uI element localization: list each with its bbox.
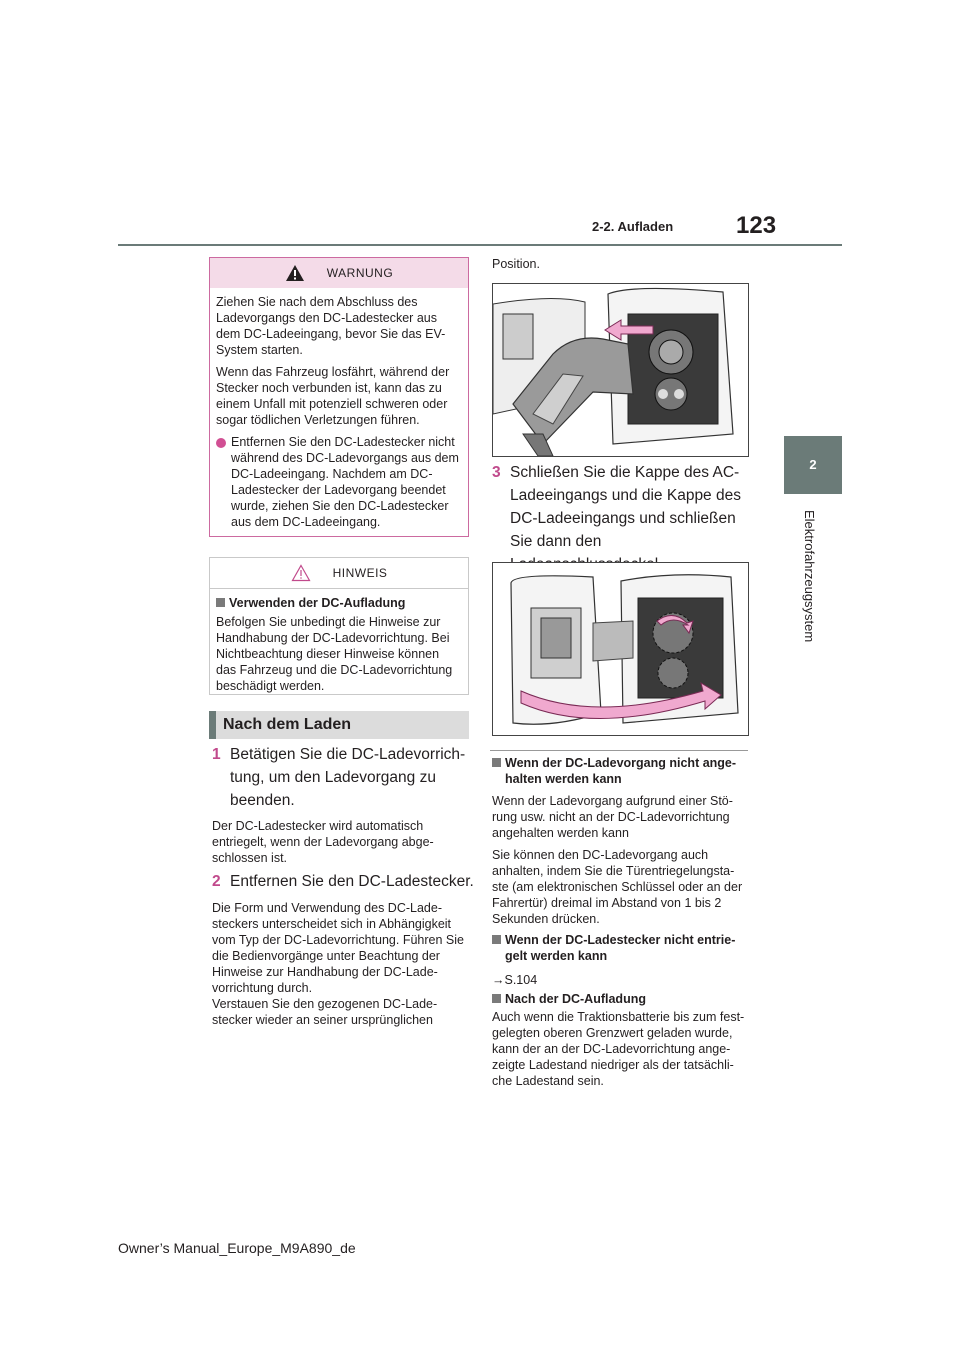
info-section-1 [492, 755, 750, 927]
note-text: Befolgen Sie unbedingt die Hinweise zur Handhabung der DC-Ladevorrichtung. Bei Nichtbeachtung dieser Hinweise können das Fahrzeug und die DC-Ladevorrichtung beschädigt werden. [216, 615, 453, 693]
page-number: 123 [736, 212, 777, 239]
info-2-page-reference[interactable]: →S.104 [492, 973, 538, 987]
close-caps-illustration [493, 563, 748, 735]
warning-bullet [216, 434, 462, 530]
info-1-title-row [492, 755, 750, 787]
remove-plug-illustration [493, 284, 748, 456]
step-1 [212, 743, 472, 812]
chapter-tab[interactable]: 2 [784, 436, 842, 494]
note-box [209, 557, 469, 695]
step-2-text: Entfernen Sie den DC-Ladestecker. [230, 873, 474, 890]
warning-header [210, 258, 468, 288]
warning-box [209, 257, 469, 537]
info-3-paragraph: Auch wenn die Traktionsbatterie bis zum fest-gelegten oberen Grenzwert geladen wurde, kann der an der DC-Ladevorrichtung ange-zeigte Ladestand niedriger als der tatsächli-che Ladestand sein. [492, 1010, 745, 1088]
info-2-title: Wenn der DC-Ladestecker nicht entrie-gelt werden kann [505, 933, 736, 963]
warning-paragraph-2: Wenn das Fahrzeug losfährt, während der Stecker noch verbunden ist, kann das zu einem Unfall mit potenziell schweren oder sogar tödlichen Verletzungen führen. [216, 365, 450, 427]
note-title: HINWEIS [332, 566, 388, 580]
square-bullet-icon [492, 935, 501, 944]
note-subtitle-row [216, 595, 462, 611]
note-header [210, 558, 468, 589]
info-1-paragraph-2: Sie können den DC-Ladevorgang auch anhalten, indem Sie die Türentriegelungsta-ste (am elektronischen Schlüssel oder an der Fahrertür) dreimal im Abstand von 1 bis 2 Sekunden drücken. [492, 848, 743, 926]
figure-close-caps [492, 562, 749, 736]
continued-text: Position. [492, 257, 540, 271]
step-3 [492, 461, 754, 576]
square-bullet-icon [492, 994, 501, 1003]
step-2-number: 2 [212, 873, 221, 890]
bullet-dot-icon [216, 438, 226, 448]
square-bullet-icon [216, 598, 225, 607]
info-section-3 [492, 991, 750, 1089]
square-bullet-icon [492, 758, 501, 767]
step-3-text: Schließen Sie die Kappe des AC-Ladeeingangs und die Kappe des DC-Ladeeingangs und schließen Sie dann den [510, 464, 741, 550]
info-1-paragraph-1: Wenn der Ladevorgang aufgrund einer Stö-rung usw. nicht an der DC-Ladevorrichtung angehalten werden kann [492, 794, 733, 840]
section-heading: Nach dem Laden [209, 711, 469, 739]
note-subtitle: Verwenden der DC-Aufladung [229, 596, 406, 610]
step-1-number: 1 [212, 746, 221, 763]
step-3-number: 3 [492, 464, 501, 481]
step-2-description-2: Verstauen Sie den gezogenen DC-Lade-stecker wieder an seiner ursprünglichen [212, 997, 438, 1027]
step-1-description: Der DC-Ladestecker wird automatisch entriegelt, wenn der Ladevorgang abge-schlossen ist. [212, 819, 434, 865]
step-2-description-1: Die Form und Verwendung des DC-Lade-steckers unterscheidet sich in Abhängigkeit vom Typ der DC-Ladevorrichtung. Führen Sie die Bedienvorgänge unter Beachtung der Hinweise zur Handhabung der DC-Lade-vorrichtung durch. [212, 901, 464, 995]
info-3-title: Nach der DC-Aufladung [505, 992, 646, 1006]
info-1-title: Wenn der DC-Ladevorgang nicht ange-halten werden kann [505, 756, 737, 786]
step-1-text: Betätigen Sie die DC-Ladevorrich-tung, um den Ladevorgang zu beenden. [230, 746, 466, 809]
warning-bullet-text: Entfernen Sie den DC-Ladestecker nicht während des DC-Ladevorgangs aus dem DC-Ladeeingang. Nachdem am DC-Ladestecker der Ladevorgang beendet wurde, ziehen Sie den DC-Ladestecker aus dem DC-Ladeeingang. [231, 435, 459, 529]
footer-text: Owner’s Manual_Europe_M9A890_de [118, 1240, 356, 1256]
chapter-label: Elektrofahrzeugsystem [802, 510, 817, 643]
section-title: 2-2. Aufladen [592, 219, 674, 234]
header-rule [118, 244, 842, 246]
warning-paragraph-1: Ziehen Sie nach dem Abschluss des Ladevorgangs den DC-Ladestecker aus dem DC-Ladeeingang, bevor Sie das EV-System starten. [216, 295, 446, 357]
info-3-title-row [492, 991, 750, 1007]
step-2 [212, 870, 474, 893]
info-section-2 [492, 932, 750, 988]
warning-triangle-icon [285, 264, 305, 282]
caution-triangle-icon [291, 564, 311, 582]
info-divider [490, 750, 748, 751]
info-2-title-row [492, 932, 750, 964]
warning-title: WARNUNG [326, 266, 394, 280]
figure-remove-plug [492, 283, 749, 457]
